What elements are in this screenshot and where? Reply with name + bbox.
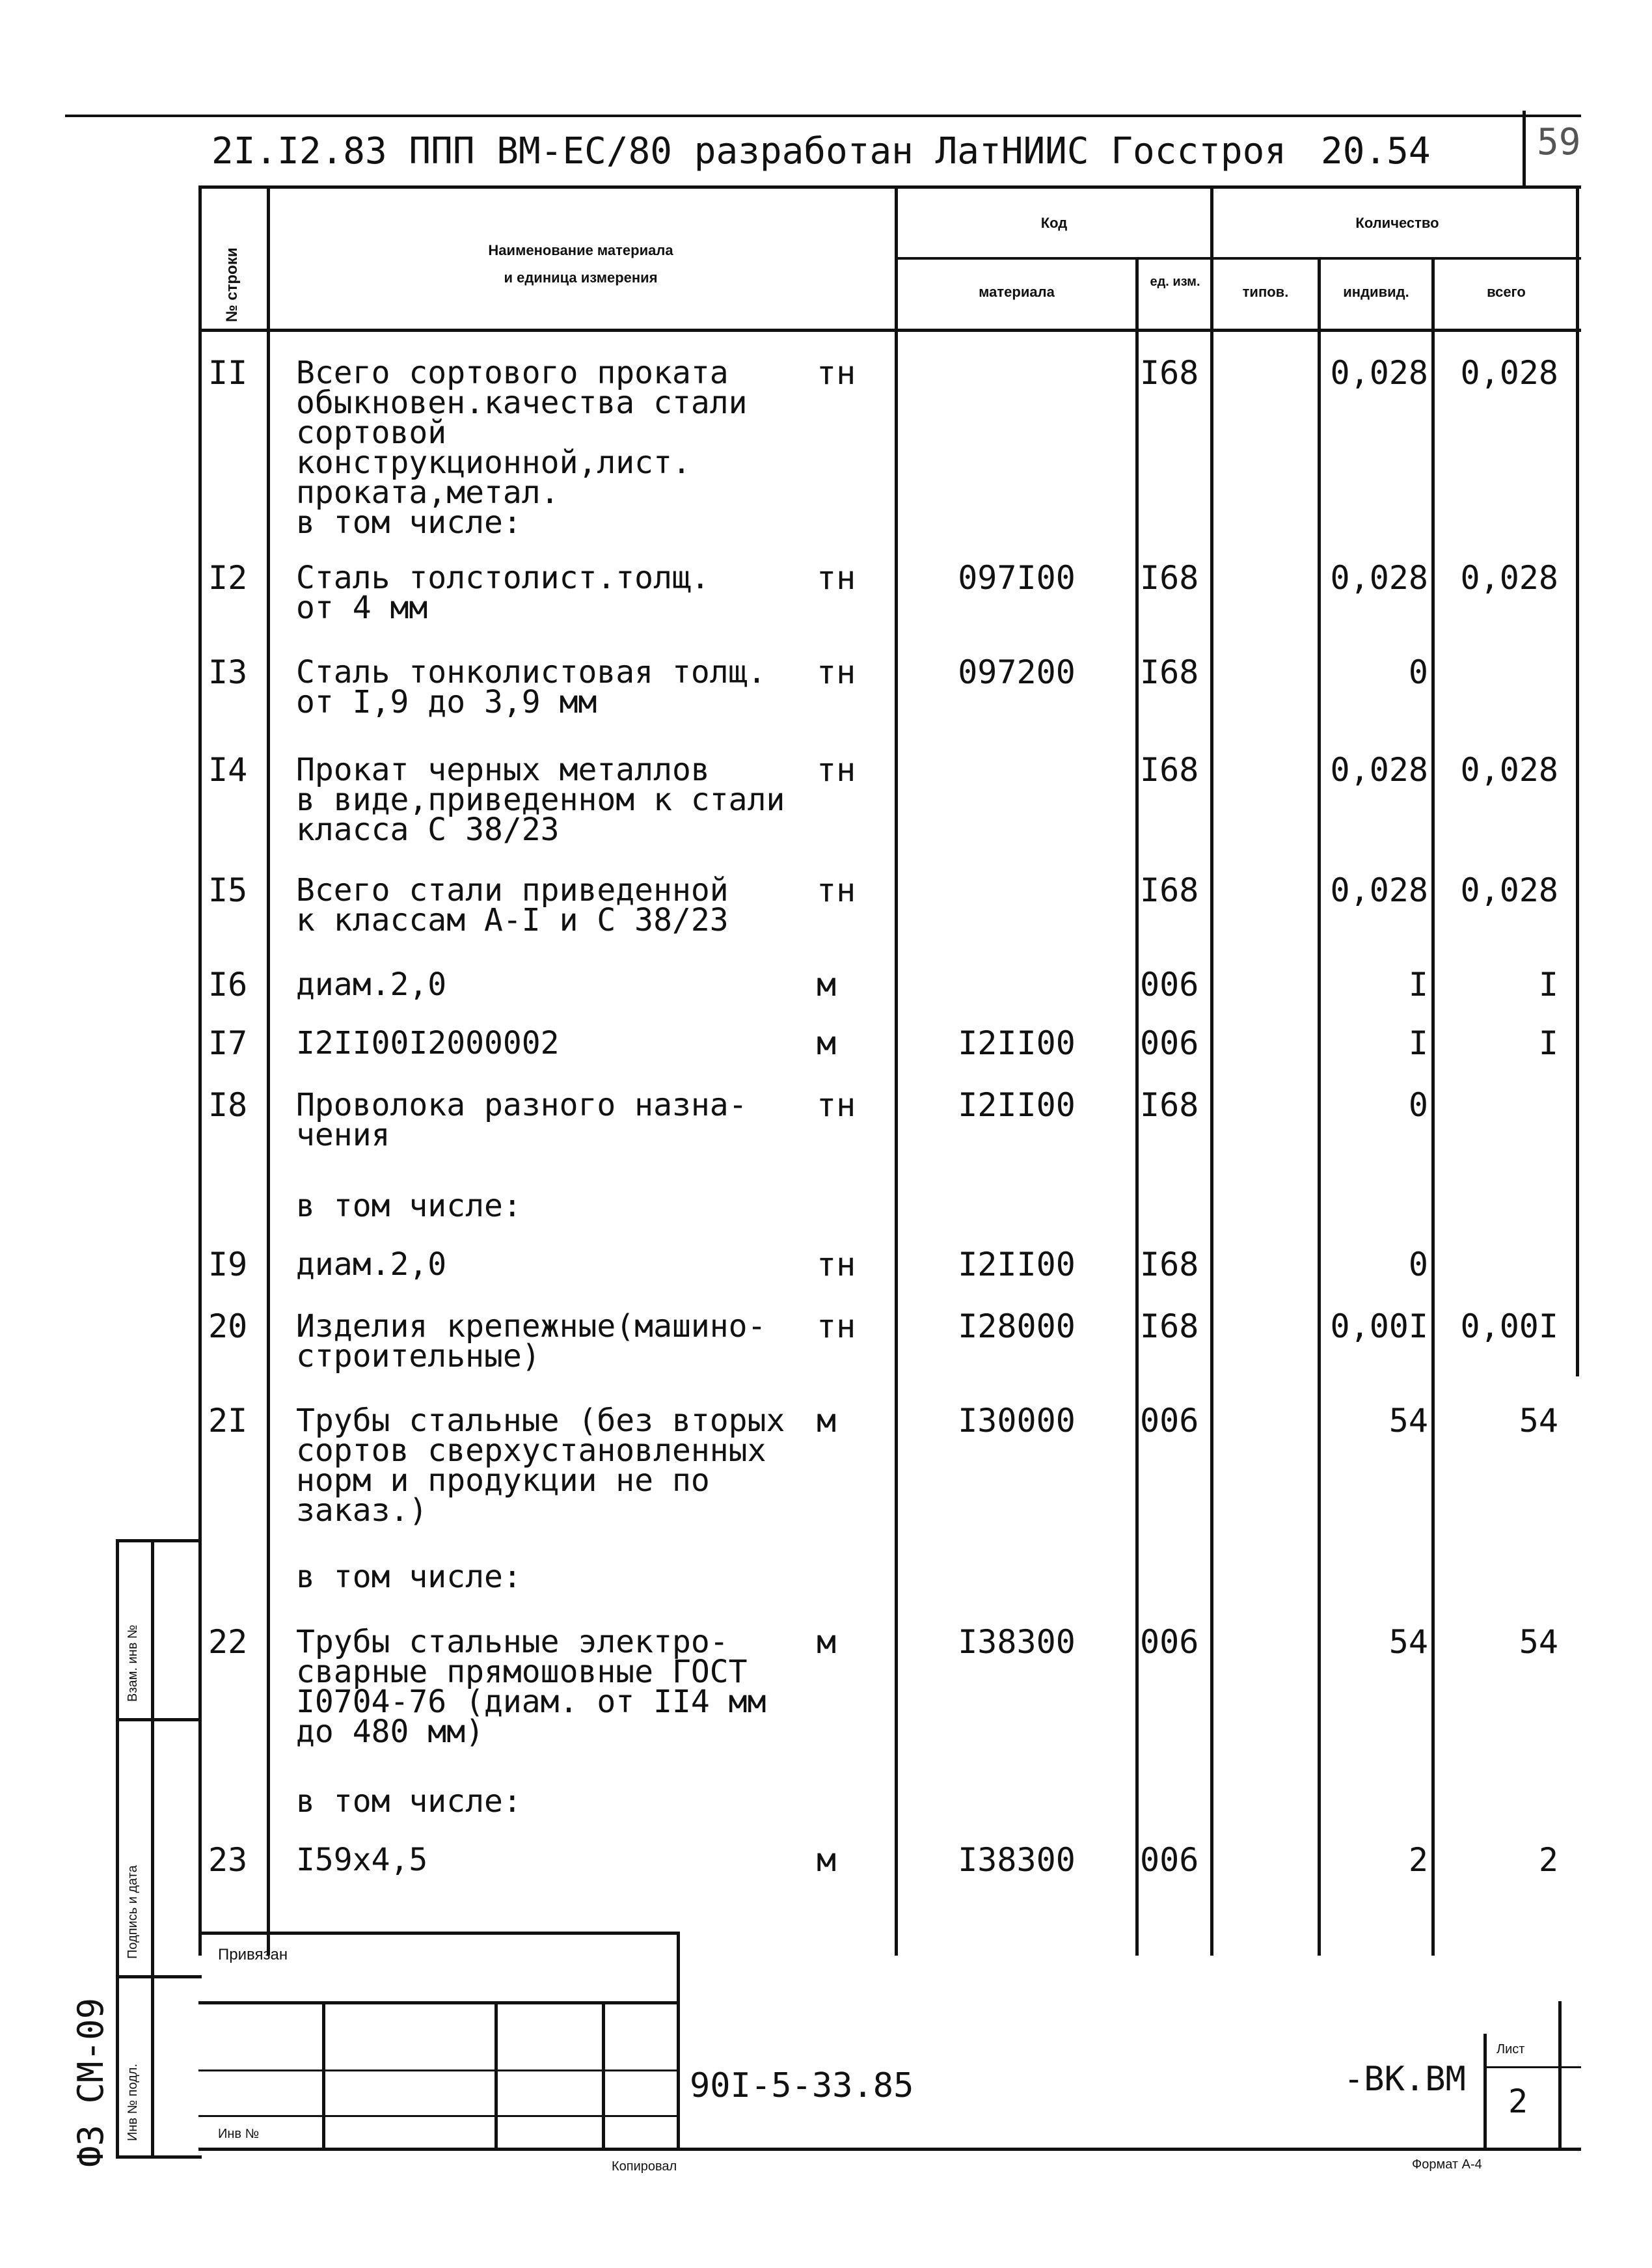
row-number: I8 (208, 1086, 248, 1124)
section-label: в том числе: (296, 504, 522, 541)
name-header-line2: и единица измерения (504, 269, 658, 286)
qty-individual: 0,028 (1330, 751, 1428, 789)
qty-individual: 54 (1388, 1402, 1428, 1440)
unit-code: I68 (1140, 1246, 1199, 1283)
material-code: I2II00 (958, 1086, 1076, 1124)
quantity-header: Количество (1355, 215, 1439, 231)
qty-total: I (1538, 1024, 1558, 1062)
section-label: в том числе: (296, 1783, 522, 1820)
qty-individual: 0,00I (1330, 1307, 1428, 1345)
unit-code: 006 (1140, 966, 1199, 1004)
unit-cell: м (817, 1024, 837, 1062)
material-name: Всего сортового проката обыкновен.качества стали сортовой конструкционной,лист. проката,метал. (296, 355, 748, 511)
unit-cell: м (817, 1841, 837, 1879)
form-code: Ф3 СМ-09 (70, 1997, 111, 2167)
material-name: Изделия крепежные(машино- строительные) (296, 1308, 766, 1374)
row-number: 2I (208, 1402, 248, 1440)
row-number: I4 (208, 751, 248, 789)
material-name: Всего стали приведенной к классам А-I и С 38/23 (296, 872, 729, 938)
unit-code: I68 (1140, 1307, 1199, 1345)
row-number: 20 (208, 1307, 248, 1345)
qty-individual: 0,028 (1330, 559, 1428, 597)
qty-total-header: всего (1487, 284, 1526, 300)
unit-cell: тн (817, 751, 856, 789)
unit-code: I68 (1140, 653, 1199, 691)
code-unit-header: ед. изм. (1150, 275, 1200, 289)
material-code: I38300 (958, 1623, 1076, 1661)
unit-cell: м (817, 1623, 837, 1661)
qty-total: 0,00I (1460, 1307, 1558, 1345)
unit-cell: тн (817, 871, 856, 909)
document-suffix: -ВК.ВМ (1344, 2060, 1466, 2099)
copied-label: Копировал (612, 2159, 677, 2174)
qty-individual: 0 (1408, 653, 1428, 691)
unit-cell: тн (817, 559, 856, 597)
inv-number-label: Инв № (218, 2127, 260, 2141)
qty-total: 0,028 (1460, 871, 1558, 909)
material-code: I38300 (958, 1841, 1076, 1879)
row-number: 22 (208, 1623, 248, 1661)
qty-individual: 0 (1408, 1086, 1428, 1124)
row-number: 23 (208, 1841, 248, 1879)
row-number: I2 (208, 559, 248, 597)
corner-number: 59 (1537, 121, 1581, 163)
material-name: Проволока разного назна- чения (296, 1087, 748, 1153)
qty-total: 2 (1538, 1841, 1558, 1879)
format-label: Формат А-4 (1412, 2157, 1482, 2172)
unit-cell: тн (817, 653, 856, 691)
qty-typical-header: типов. (1242, 284, 1289, 300)
qty-individual: I (1408, 1024, 1428, 1062)
code-header: Код (1040, 215, 1068, 231)
qty-individual: I (1408, 966, 1428, 1004)
unit-cell: м (817, 966, 837, 1004)
row-number: I7 (208, 1024, 248, 1062)
unit-code: 006 (1140, 1402, 1199, 1440)
material-code: I30000 (958, 1402, 1076, 1440)
qty-individual: 0,028 (1330, 871, 1428, 909)
row-number: I5 (208, 871, 248, 909)
material-name: I59x4,5 (296, 1842, 428, 1878)
material-code: 097I00 (958, 559, 1076, 597)
section-label: в том числе: (296, 1559, 522, 1595)
material-name: диам.2,0 (296, 966, 447, 1003)
unit-cell: тн (817, 354, 856, 392)
unit-code: I68 (1140, 1086, 1199, 1124)
material-code: I28000 (958, 1307, 1076, 1345)
qty-individual: 2 (1408, 1841, 1428, 1879)
qty-total: 0,028 (1460, 751, 1558, 789)
row-number: I3 (208, 653, 248, 691)
sheet-number: 2 (1508, 2083, 1528, 2120)
qty-individual: 0,028 (1330, 354, 1428, 392)
qty-individual-header: индивид. (1343, 284, 1409, 300)
material-name: Трубы стальные электро- сварные прямошовные ГОСТ I0704-76 (диам. от II4 мм до 480 мм) (296, 1624, 766, 1750)
unit-code: I68 (1140, 871, 1199, 909)
row-number: I9 (208, 1246, 248, 1283)
material-name: Сталь толстолист.толщ. от 4 мм (296, 560, 710, 626)
privyazan-label: Привязан (218, 1946, 288, 1963)
qty-individual: 54 (1388, 1623, 1428, 1661)
material-name: диам.2,0 (296, 1246, 447, 1283)
unit-code: 006 (1140, 1623, 1199, 1661)
unit-code: I68 (1140, 751, 1199, 789)
unit-cell: м (817, 1402, 837, 1440)
qty-total: 54 (1519, 1402, 1558, 1440)
qty-individual: 0 (1408, 1246, 1428, 1283)
document-code: 90I-5-33.85 (690, 2066, 914, 2105)
section-label: в том числе: (296, 1188, 522, 1224)
code-material-header: материала (979, 284, 1055, 300)
material-name: Сталь тонколистовая толщ. от I,9 до 3,9 мм (296, 654, 766, 720)
qty-total: I (1538, 966, 1558, 1004)
unit-code: 006 (1140, 1024, 1199, 1062)
unit-cell: тн (817, 1307, 856, 1345)
unit-code: I68 (1140, 559, 1199, 597)
material-name: Прокат черных металлов в виде,приведенном к стали класса С 38/23 (296, 752, 785, 848)
header-title: 2I.I2.83 ППП ВМ-ЕС/80 разработан ЛатНИИС Госстроя (211, 130, 1287, 172)
material-name: I2II00I2000002 (296, 1025, 560, 1061)
name-header-line1: Наименование материала (488, 242, 673, 258)
sheet-label: Лист (1496, 2042, 1525, 2056)
unit-cell: тн (817, 1246, 856, 1283)
vzam-inv-label: Взам. инв № (126, 1624, 140, 1702)
row-number: I6 (208, 966, 248, 1004)
inv-podl-label: Инв № подл. (126, 2063, 140, 2141)
material-name: Трубы стальные (без вторых сортов сверхустановленных норм и продукции не по заказ.) (296, 1402, 785, 1529)
unit-code: I68 (1140, 354, 1199, 392)
row-number-header: № строки (223, 247, 241, 322)
unit-code: 006 (1140, 1841, 1199, 1879)
material-code: I2II00 (958, 1024, 1076, 1062)
qty-total: 0,028 (1460, 559, 1558, 597)
page-code: 20.54 (1321, 130, 1431, 172)
unit-cell: тн (817, 1086, 856, 1124)
qty-total: 0,028 (1460, 354, 1558, 392)
qty-total: 54 (1519, 1623, 1558, 1661)
material-code: I2II00 (958, 1246, 1076, 1283)
row-number: II (208, 354, 248, 392)
signature-date-label: Подпись и дата (126, 1865, 140, 1959)
material-code: 097200 (958, 653, 1076, 691)
